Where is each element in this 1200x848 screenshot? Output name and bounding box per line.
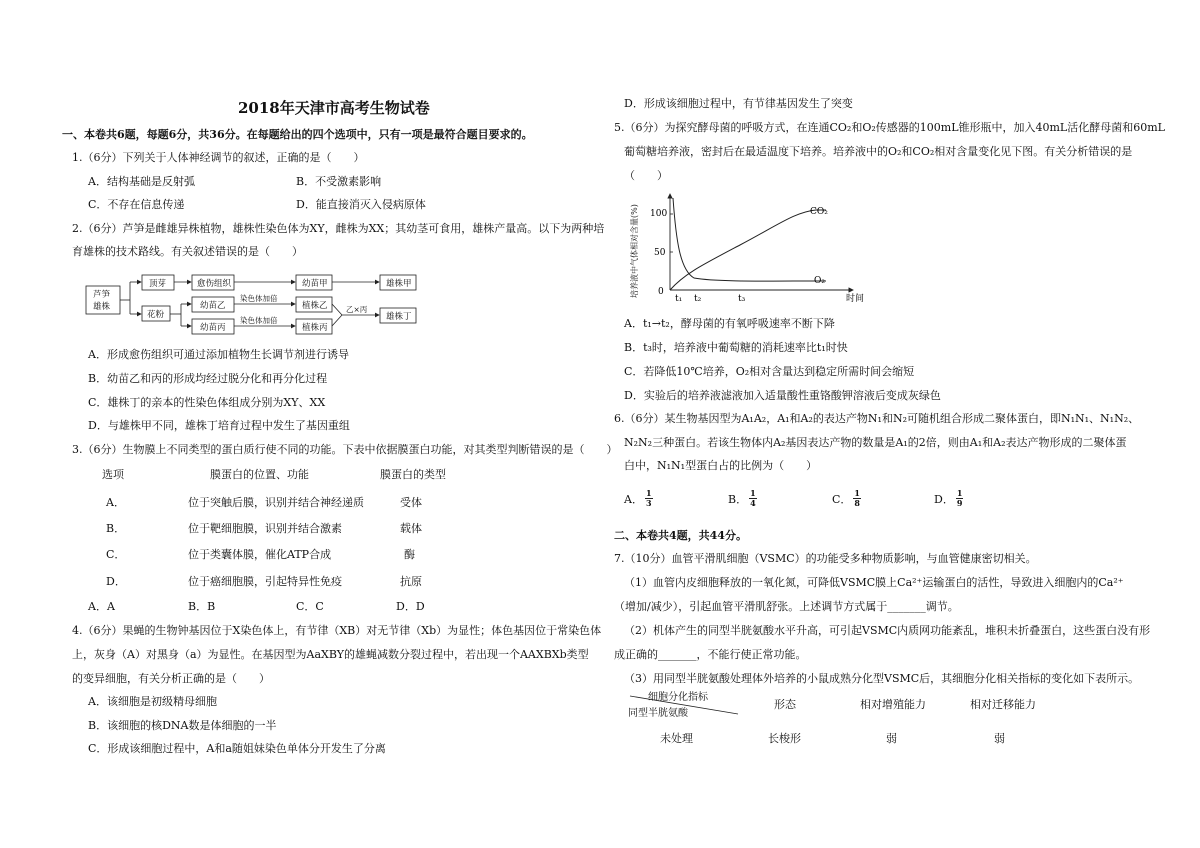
q7-table-header-migration: 相对迁移能力	[970, 698, 1036, 711]
chart-xtick-t1: t₁	[675, 294, 683, 304]
q6-stem-line3: 白中，N₁N₁型蛋白占的比例为（ ）	[624, 459, 818, 472]
diagram-node-male-jia: 雄株甲	[386, 279, 412, 289]
q7-table-corner-bottom: 同型半胱氨酸	[628, 708, 688, 719]
q5-option-a: A．t₁→t₂，酵母菌的有氧呼吸速率不断下降	[624, 317, 835, 330]
q3-stem: 3.（6分）生物膜上不同类型的蛋白质行使不同的功能。下表中依据膜蛋白功能，对其类型判断错误的是（ ）	[72, 443, 618, 456]
q3-row-c-function: 位于类囊体膜，催化ATP合成	[188, 548, 332, 561]
q6-option-a-fraction	[645, 489, 653, 508]
diagram-start-line2: 雄株	[93, 302, 111, 312]
q7-part1-line2: （增加/减少），引起血管平滑肌舒张。上述调节方式属于_______调节。	[614, 600, 959, 613]
q7-table-header-proliferation: 相对增殖能力	[860, 698, 926, 711]
q5-option-b: B．t₃时，培养液中葡萄糖的消耗速率比t₁时快	[624, 341, 848, 354]
q7-part1-line1: （1）血管内皮细胞释放的一氧化氮，可降低VSMC膜上Ca²⁺运输蛋白的活性，导致进入细胞内的Ca²⁺	[624, 576, 1124, 589]
q3-row-d-type: 抗原	[400, 575, 422, 588]
chart-xtick-t2: t₂	[694, 294, 702, 304]
q2-stem-line2: 育雄株的技术路线。有关叙述错误的是（ ）	[72, 245, 303, 258]
chart-x-label: 时间	[846, 294, 865, 304]
q2-option-d: D．与雄株甲不同，雄株丁培育过程中发生了基因重组	[88, 419, 350, 432]
q4-option-b: B．该细胞的核DNA数是体细胞的一半	[88, 719, 277, 732]
q4-stem-line3: 的变异细胞，有关分析正确的是（ ）	[72, 672, 270, 685]
q3-row-c-type: 酶	[404, 548, 415, 561]
q4-option-a: A．该细胞是初级精母细胞	[88, 695, 217, 708]
diagram-node-seedling-jia: 幼苗甲	[302, 279, 328, 289]
q4-option-c: C．形成该细胞过程中，A和a随姐妹染色单体分开发生了分离	[88, 742, 386, 755]
q6-option-c-den: 8	[854, 498, 860, 508]
q2-flow-diagram	[84, 268, 424, 340]
q3-row-b-function: 位于靶细胞膜，识别并结合激素	[188, 522, 342, 535]
q5-option-d: D．实验后的培养液滤液加入适量酸性重铬酸钾溶液后变成灰绿色	[624, 389, 941, 402]
diagram-node-plant-bing: 植株丙	[302, 323, 328, 333]
q3-header-function: 膜蛋白的位置、功能	[210, 468, 309, 481]
q7-table-row-untreated: 未处理	[660, 732, 693, 745]
chart-xtick-t3: t₃	[738, 294, 746, 304]
diagram-start-line1: 芦笋	[93, 290, 111, 300]
section2-heading: 二、本卷共4题，共44分。	[614, 529, 747, 542]
q3-row-d-label: D．	[106, 575, 126, 588]
q1-option-a: A．结构基础是反射弧	[88, 175, 195, 188]
q6-option-c-fraction	[853, 489, 861, 508]
q7-part2-line1: （2）机体产生的同型半胱氨酸水平升高，可引起VSMC内质网功能紊乱，堆积未折叠蛋白，这些蛋白没有形	[624, 624, 1151, 637]
q1-stem: 1.（6分）下列关于人体神经调节的叙述，正确的是（ ）	[72, 151, 365, 164]
q3-header-type: 膜蛋白的类型	[380, 468, 446, 481]
diagram-node-seedling-bing: 幼苗丙	[200, 323, 226, 333]
q6-option-a-den: 3	[645, 498, 652, 508]
q5-stem-line3: （ ）	[624, 169, 668, 182]
diagram-label-cross: 乙×丙	[346, 305, 368, 314]
q6-option-d-num: 1	[956, 488, 963, 498]
q7-stem: 7.（10分）血管平滑肌细胞（VSMC）的功能受多种物质影响，与血管健康密切相关。	[614, 552, 1037, 565]
q6-stem-line1: 6.（6分）某生物基因型为A₁A₂，A₁和A₂的表达产物N₁和N₂可随机组合形成二聚体蛋白，即N₁N₁、N₁N₂、	[614, 412, 1140, 425]
q6-option-d-label: D．	[934, 492, 954, 506]
q3-row-c-label: C．	[106, 548, 126, 561]
q7-part2-line2: 成正确的_______，不能行使正常功能。	[614, 648, 807, 661]
q2-option-b: B．幼苗乙和丙的形成均经过脱分化和再分化过程	[88, 372, 328, 385]
q3-option-d: D．D	[396, 600, 425, 613]
q7-table-cell-proliferation: 弱	[886, 732, 897, 745]
diagram-label-doubling-1: 染色体加倍	[240, 294, 278, 303]
q3-row-a-label: A．	[106, 496, 125, 509]
q6-option-d-fraction	[956, 489, 964, 508]
q6-option-d	[934, 489, 963, 508]
q3-row-b-type: 载体	[400, 522, 422, 535]
q2-option-c: C．雄株丁的亲本的性染色体组成分别为XY、XX	[88, 396, 326, 409]
q3-option-c: C．C	[296, 600, 324, 613]
q3-row-a-function: 位于突触后膜，识别并结合神经递质	[188, 496, 364, 509]
q7-table-cell-migration: 弱	[994, 732, 1005, 745]
q6-option-a-num: 1	[645, 488, 652, 498]
q6-option-a-label: A．	[624, 492, 643, 506]
q1-option-c: C．不存在信息传递	[88, 198, 185, 211]
q6-option-b-den: 4	[750, 498, 756, 508]
chart-ytick-100: 100	[650, 209, 668, 219]
q4-option-d: D．形成该细胞过程中，有节律基因发生了突变	[624, 97, 853, 110]
q3-row-d-function: 位于癌细胞膜，引起特异性免疫	[188, 575, 342, 588]
diagram-label-doubling-2: 染色体加倍	[240, 316, 278, 325]
q6-option-b	[728, 489, 757, 508]
page-title: 2018年天津市高考生物试卷	[238, 99, 430, 117]
q5-stem-line1: 5.（6分）为探究酵母菌的呼吸方式，在连通CO₂和O₂传感器的100mL锥形瓶中，加入40mL活化酵母菌和60mL	[614, 121, 1165, 134]
q7-table-header-shape: 形态	[774, 698, 796, 711]
q6-option-b-num: 1	[750, 488, 756, 498]
q2-stem-line1: 2.（6分）芦笋是雌雄异株植物，雄株性染色体为XY，雌株为XX；其幼茎可食用，雄株产量高。以下为两种培	[72, 222, 605, 235]
q6-option-a	[624, 489, 653, 508]
diagram-node-male-ding: 雄株丁	[386, 312, 412, 322]
q4-stem-line1: 4.（6分）果蝇的生物钟基因位于X染色体上，有节律（XB）对无节律（Xb）为显性；体色基因位于常染色体	[72, 624, 602, 637]
q3-option-b: B．B	[188, 600, 216, 613]
q5-option-c: C．若降低10℃培养，O₂相对含量达到稳定所需时间会缩短	[624, 365, 915, 378]
q3-option-a: A．A	[88, 600, 115, 613]
diagram-node-apical-bud: 顶芽	[149, 279, 167, 289]
chart-y-label: 培养液中气体相对含量(%)	[630, 204, 639, 298]
q6-option-b-label: B．	[728, 492, 748, 506]
q3-row-b-label: B．	[106, 522, 126, 535]
chart-label-o2: O₂	[814, 276, 825, 286]
section1-heading: 一、本卷共6题，每题6分，共36分。在每题给出的四个选项中，只有一项是最符合题目要求的。	[62, 128, 533, 141]
q7-part3: （3）用同型半胱氨酸处理体外培养的小鼠成熟分化型VSMC后，其细胞分化相关指标的变化如下表所示。	[624, 672, 1140, 685]
chart-ytick-50: 50	[654, 248, 666, 258]
q5-gas-chart	[620, 190, 870, 308]
q6-option-c	[832, 489, 861, 508]
diagram-node-seedling-yi: 幼苗乙	[200, 301, 226, 311]
q6-stem-line2: N₂N₂三种蛋白。若该生物体内A₂基因表达产物的数量是A₁的2倍，则由A₁和A₂表达产物形成的二聚体蛋	[624, 436, 1127, 449]
diagram-node-plant-yi: 植株乙	[302, 301, 328, 311]
diagram-node-callus: 愈伤组织	[197, 279, 232, 289]
q3-row-a-type: 受体	[400, 496, 422, 509]
q6-option-c-label: C．	[832, 492, 852, 506]
q5-stem-line2: 葡萄糖培养液，密封后在最适温度下培养。培养液中的O₂和CO₂相对含量变化见下图。有关分析错误的是	[624, 145, 1133, 158]
q3-header-option: 选项	[102, 468, 124, 481]
q7-table-cell-shape: 长梭形	[768, 732, 801, 745]
q4-stem-line2: 上，灰身（A）对黑身（a）为显性。在基因型为AaXBY的雄蝇减数分裂过程中，若出现一个AAXBXb类型	[72, 648, 589, 661]
q2-option-a: A．形成愈伤组织可通过添加植物生长调节剂进行诱导	[88, 348, 349, 361]
q1-option-b: B．不受激素影响	[296, 175, 382, 188]
q6-option-d-den: 9	[956, 498, 963, 508]
q1-option-d: D．能直接消灭入侵病原体	[296, 198, 426, 211]
q6-option-b-fraction	[749, 489, 757, 508]
diagram-node-pollen: 花粉	[147, 310, 165, 320]
chart-ytick-0: 0	[658, 287, 664, 297]
chart-label-co2: CO₂	[810, 207, 828, 217]
q7-table-corner-top: 细胞分化指标	[648, 692, 708, 703]
q6-option-c-num: 1	[854, 488, 860, 498]
